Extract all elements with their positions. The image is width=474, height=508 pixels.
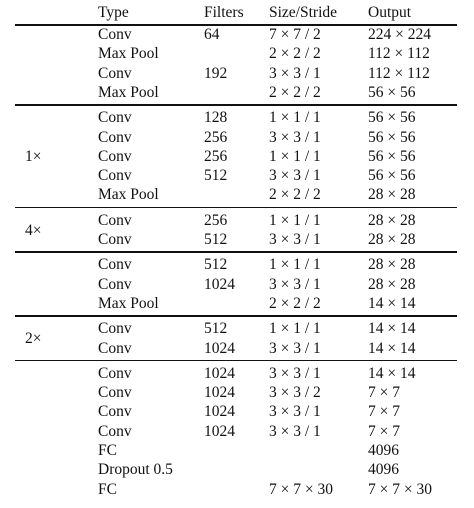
header-size-stride: Size/Stride <box>269 4 338 21</box>
group-rule <box>15 315 457 317</box>
cell-type: Conv <box>98 26 132 43</box>
cell-size: 1 × 1 / 1 <box>269 211 321 229</box>
cell-filters: 512 <box>204 167 228 185</box>
table-row <box>15 255 457 274</box>
cell-size: 3 × 3 / 1 <box>269 422 321 440</box>
cell-output: 28 × 28 <box>368 256 416 274</box>
header-filters: Filters <box>204 4 244 21</box>
cell-type: Conv <box>98 109 132 127</box>
cell-size: 7 × 7 / 2 <box>269 26 321 43</box>
table-row <box>15 294 457 313</box>
cell-filters: 256 <box>204 211 228 229</box>
cell-size: 3 × 3 / 2 <box>269 384 321 402</box>
table-row <box>15 480 457 499</box>
cell-output: 56 × 56 <box>368 109 416 127</box>
group-multiplier: 1× <box>25 147 42 165</box>
cell-filters: 1024 <box>204 364 235 382</box>
cell-type: Conv <box>98 231 132 248</box>
cell-filters: 1024 <box>204 403 235 421</box>
table-row <box>15 108 457 127</box>
cell-output: 112 × 112 <box>368 64 430 82</box>
cell-output: 28 × 28 <box>368 231 416 248</box>
cell-output: 14 × 14 <box>368 364 416 382</box>
cell-output: 28 × 28 <box>368 275 416 293</box>
table-row <box>15 383 457 402</box>
cell-size: 3 × 3 / 1 <box>269 275 321 293</box>
cell-filters: 256 <box>204 147 228 165</box>
group-rule <box>15 360 457 362</box>
cell-output: 14 × 14 <box>368 320 416 338</box>
cell-filters: 512 <box>204 231 228 248</box>
cell-output: 56 × 56 <box>368 147 416 165</box>
cell-filters: 512 <box>204 320 228 338</box>
cell-type: Conv <box>98 64 132 82</box>
table-row <box>15 460 457 479</box>
cell-filters: 1024 <box>204 275 235 293</box>
table-row <box>15 147 457 166</box>
cell-output: 56 × 56 <box>368 128 416 146</box>
cell-type: Conv <box>98 320 132 338</box>
group-rule <box>15 104 457 106</box>
cell-size: 2 × 2 / 2 <box>269 186 321 204</box>
cell-type: Max Pool <box>98 186 159 204</box>
cell-output: 28 × 28 <box>368 211 416 229</box>
cell-size: 3 × 3 / 1 <box>269 231 321 248</box>
cell-size: 3 × 3 / 1 <box>269 339 321 357</box>
cell-output: 7 × 7 <box>368 403 400 421</box>
table-row <box>15 441 457 460</box>
cell-filters: 64 <box>204 26 220 43</box>
table-row <box>15 25 457 44</box>
cell-type: Conv <box>98 339 132 357</box>
cell-output: 28 × 28 <box>368 186 416 204</box>
cell-filters: 512 <box>204 256 228 274</box>
group-rule <box>15 207 457 209</box>
table-row <box>15 402 457 421</box>
cell-filters: 192 <box>204 64 228 82</box>
table-row <box>15 185 457 204</box>
cell-type: Conv <box>98 147 132 165</box>
cell-type: Conv <box>98 211 132 229</box>
table-row <box>15 166 457 185</box>
cell-type: FC <box>98 442 117 459</box>
cell-size: 3 × 3 / 1 <box>269 403 321 421</box>
table-row <box>15 422 457 441</box>
cell-output: 4096 <box>368 442 399 459</box>
cell-size: 3 × 3 / 1 <box>269 64 321 82</box>
cell-output: 4096 <box>368 461 399 479</box>
cell-output: 56 × 56 <box>368 167 416 185</box>
cell-type: Conv <box>98 167 132 185</box>
cell-output: 112 × 112 <box>368 45 430 63</box>
table-row <box>15 364 457 383</box>
cell-type: Conv <box>98 256 132 274</box>
cell-output: 7 × 7 <box>368 422 400 440</box>
cell-output: 7 × 7 × 30 <box>368 480 432 498</box>
cell-size: 1 × 1 / 1 <box>269 256 321 274</box>
group-multiplier: 2× <box>25 330 42 347</box>
table-row <box>15 44 457 63</box>
cell-size: 2 × 2 / 2 <box>269 45 321 63</box>
header-output: Output <box>368 4 412 21</box>
cell-type: Dropout 0.5 <box>98 461 173 479</box>
cell-size: 7 × 7 × 30 <box>269 480 333 498</box>
cell-size: 3 × 3 / 1 <box>269 167 321 185</box>
cell-type: Conv <box>98 364 132 382</box>
cell-type: Conv <box>98 403 132 421</box>
cell-size: 1 × 1 / 1 <box>269 320 321 338</box>
cell-type: Conv <box>98 422 132 440</box>
header-type: Type <box>98 4 129 21</box>
group-rule <box>15 251 457 253</box>
cell-output: 56 × 56 <box>368 83 416 101</box>
cell-size: 3 × 3 / 1 <box>269 128 321 146</box>
cell-filters: 256 <box>204 128 228 146</box>
cell-size: 1 × 1 / 1 <box>269 109 321 127</box>
cell-filters: 1024 <box>204 422 235 440</box>
cell-size: 1 × 1 / 1 <box>269 147 321 165</box>
cell-type: Conv <box>98 384 132 402</box>
cell-filters: 1024 <box>204 384 235 402</box>
table-row <box>15 275 457 294</box>
cell-filters: 128 <box>204 109 228 127</box>
group-multiplier: 4× <box>25 221 42 239</box>
cell-output: 14 × 14 <box>368 294 416 312</box>
cell-type: FC <box>98 480 117 498</box>
cell-output: 7 × 7 <box>368 384 400 402</box>
table-row <box>15 83 457 102</box>
table-row <box>15 128 457 147</box>
table-row <box>15 339 457 358</box>
cell-type: Conv <box>98 275 132 293</box>
cell-size: 2 × 2 / 2 <box>269 294 321 312</box>
cell-type: Max Pool <box>98 294 159 312</box>
cell-output: 224 × 224 <box>368 26 431 43</box>
table-header <box>15 3 457 22</box>
table-row <box>15 230 457 249</box>
table-row <box>15 319 457 338</box>
cell-type: Conv <box>98 128 132 146</box>
table-row <box>15 64 457 83</box>
cell-size: 3 × 3 / 1 <box>269 364 321 382</box>
cell-size: 2 × 2 / 2 <box>269 83 321 101</box>
cell-type: Max Pool <box>98 83 159 101</box>
cell-output: 14 × 14 <box>368 339 416 357</box>
table-row <box>15 211 457 230</box>
cell-type: Max Pool <box>98 45 159 63</box>
cell-filters: 1024 <box>204 339 235 357</box>
